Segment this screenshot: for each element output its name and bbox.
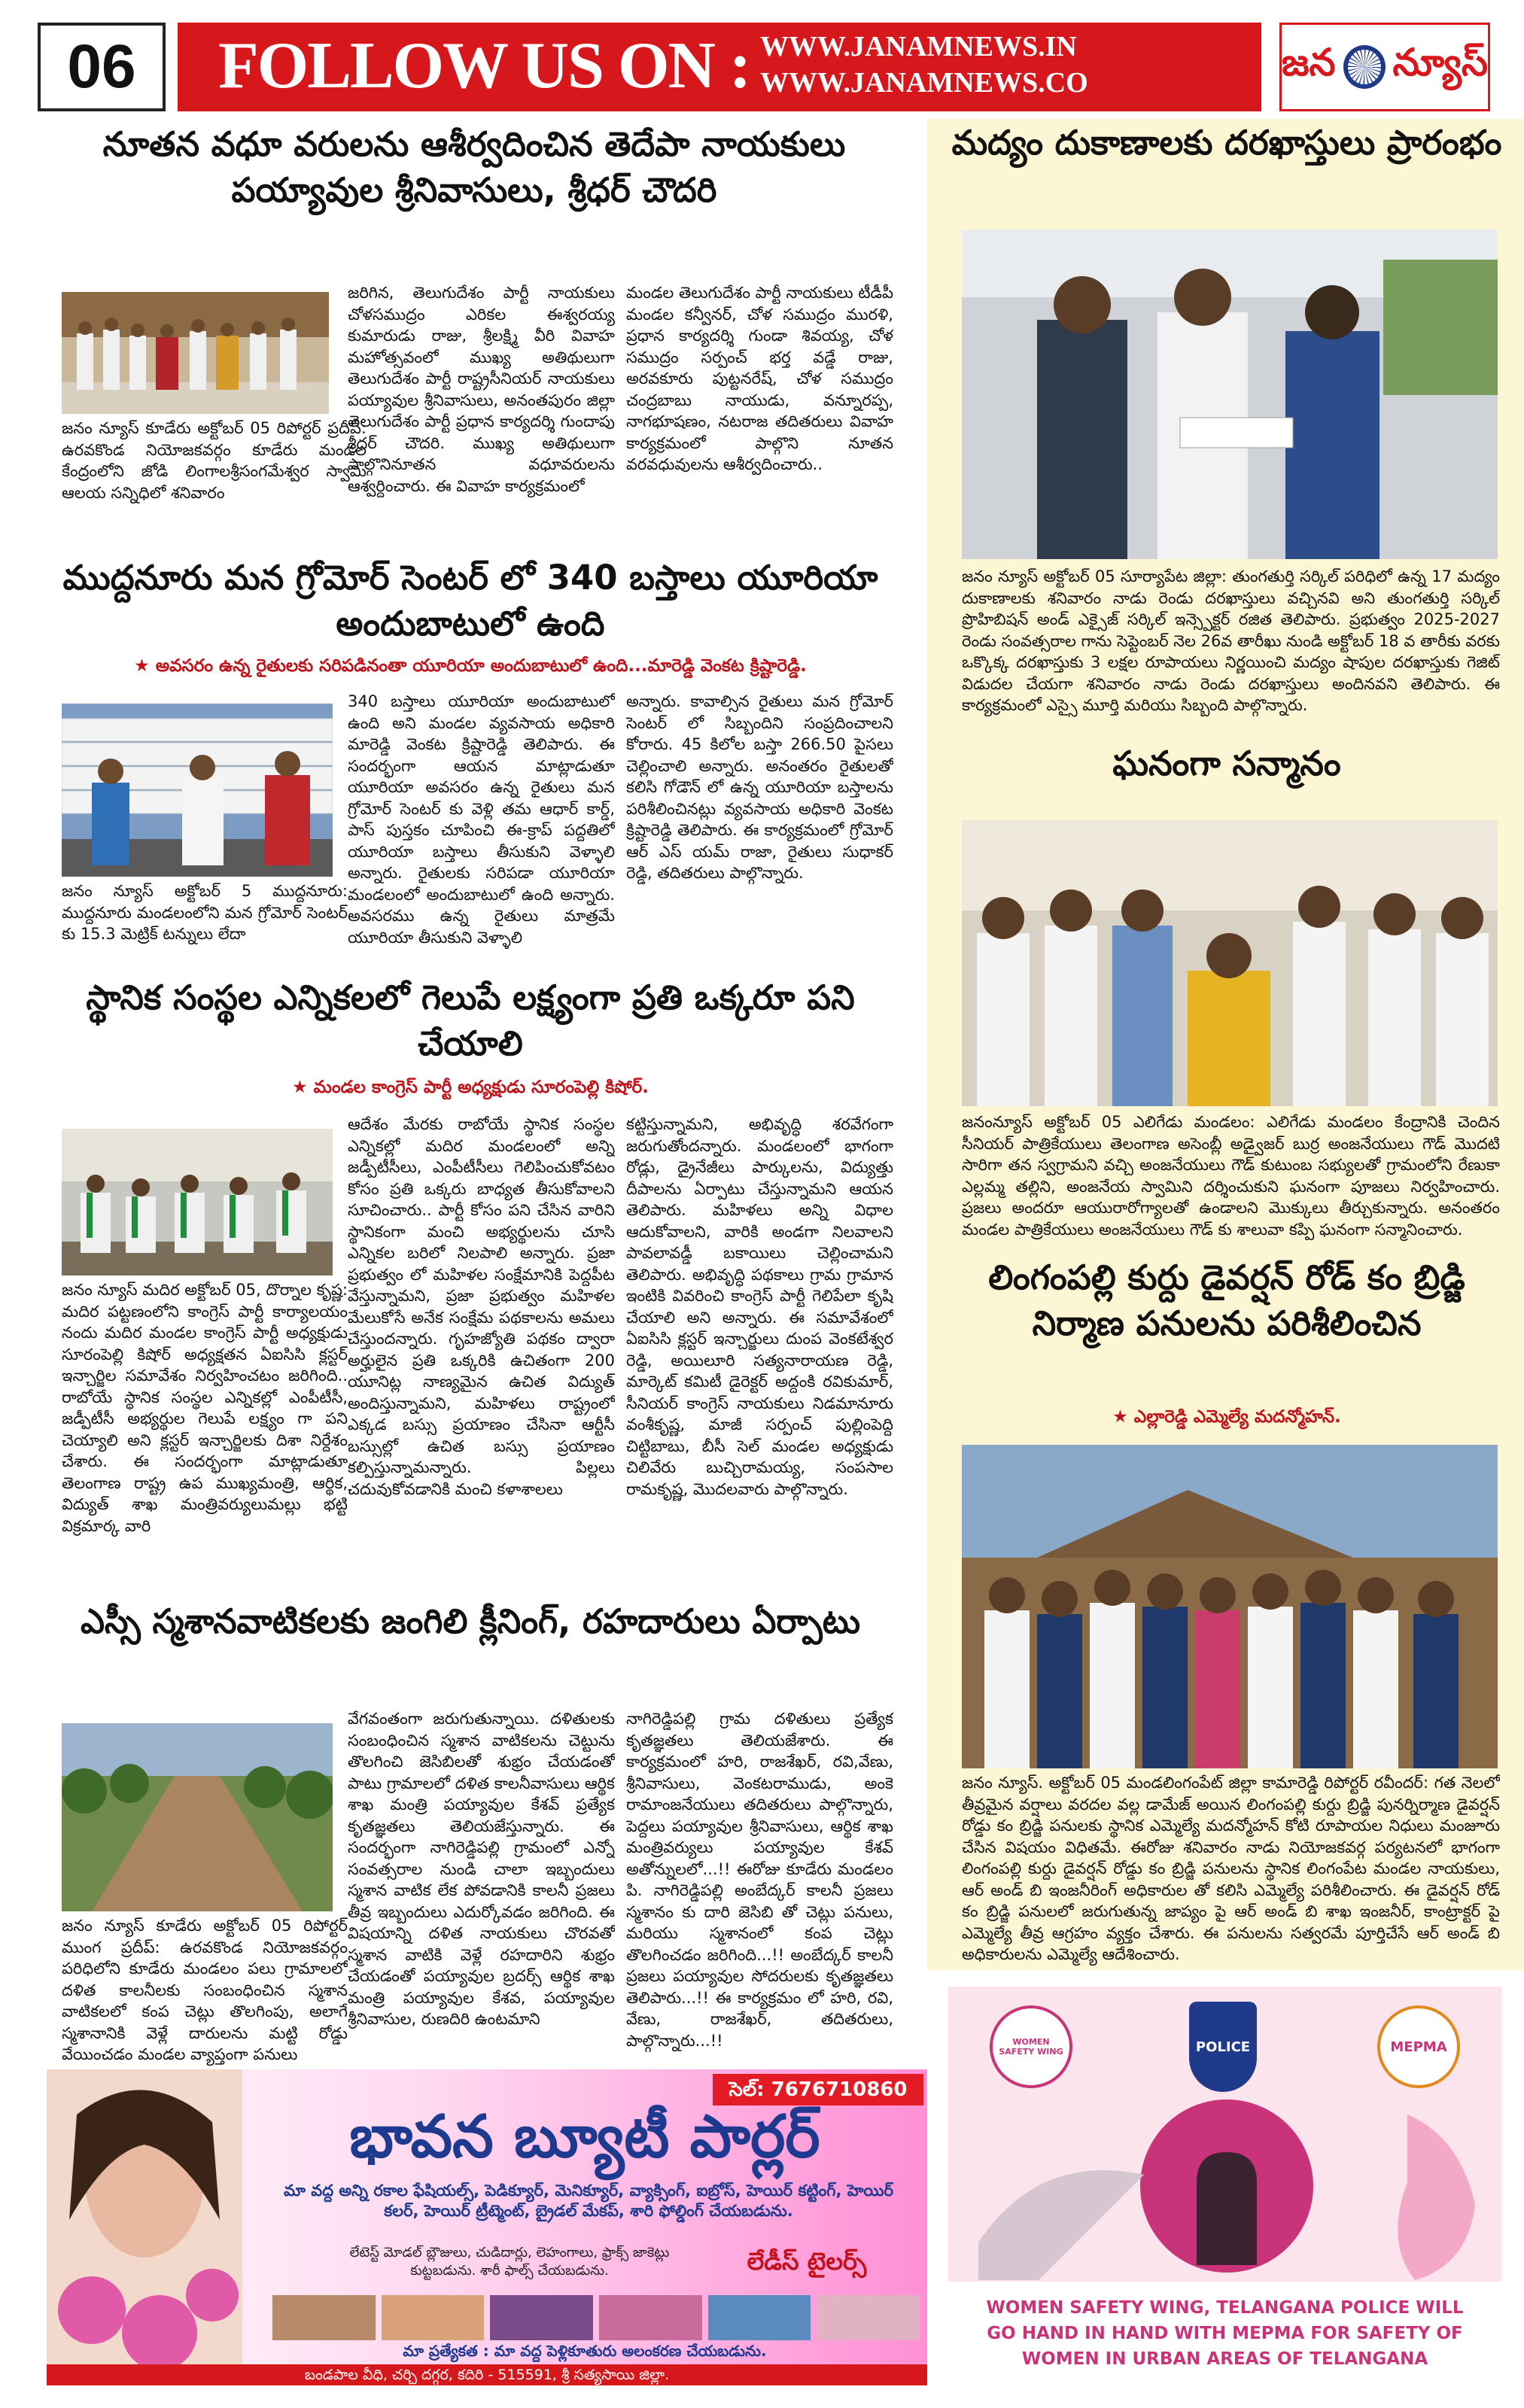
beauty-parlour-ad — [47, 2069, 927, 2385]
right-article1-text: జనం న్యూస్ అక్టోబర్ 05 సూర్యాపేట జిల్లా: తుంగతుర్తి సర్కిల్ పరిధిలో ఉన్న 17 మద్యం దుకాణాలకు శనివారం నాడు రెండు దరఖాస్తులు వచ్చినవి అని తుంగతుర్తి సర్కిల్ ప్రొహిబిషన్ అండ్ ఎక్సైజ్ సర్కిల్ ఇన్స్పెక్టర్ రజిత తెలిపారు. ప్రభుత్వం 2025-2027 రెండు సంవత్సరాల గాను సెప్టెంబర్ నెల 26వ తారీఖు నుండి అక్టోబర్ 18 వ తారీకు వరకు ఒక్కొక్క దరఖాస్తుకు 3 లక్షల రూపాయలు నిర్ణయించి మద్యం షాపుల దరఖాస్తుకు గెజిట్ విడుదల చేయగా శనివారం నాడు రెండు దరఖాస్తులు అందినవని తెలిపారు. ఈ కార్యక్రమంలో ఎస్సై మూర్తి మరియు సిబ్బంది పాల్గొన్నారు. — [962, 567, 1500, 714]
article2-photo — [62, 704, 333, 877]
model-photo — [47, 2069, 242, 2385]
janam-news-logo — [1279, 23, 1490, 111]
article1-lead-text: జనం న్యూస్ కూడేరు అక్టోబర్ 05 రిపోర్టర్ ప్రదీప్: ఉరవకొండ నియోజకవర్గం కూడేరు మండల కేంద్రంలోని జోడి లింగాలశ్రీసంగమేశ్వర స్వామి ఆలయ సన్నిధిలో శనివారం — [62, 419, 367, 502]
ad-special: మా ప్రత్యేకత : మా వద్ద పెళ్లికూతురు అలంకరణ చేయబడును. — [403, 2342, 767, 2360]
article3-subheadline: ★ మండల కాంగ్రెస్ పార్టీ అధ్యక్షుడు సూరంపెల్లి కిషోర్. — [291, 1078, 649, 1097]
mepma-badge-text: MEPMA — [1390, 2039, 1447, 2055]
right-article3-photo — [962, 1445, 1498, 1768]
article2-column2: 340 బస్తాలు యూరియా అందుబాటులో ఉంది అని మండల వ్యవసాయ అధికారి మారెడ్డి వెంకట క్రిష్టారెడ్డి తెలిపారు. ఈ సందర్భంగా ఆయన మాట్లాడుతూ యూరియా అవసరం ఉన్న రైతులు మన గ్రోమోర్ సెంటర్ కు వెళ్లి తమ ఆధార్ కార్డ్, పాస్ పుస్తకం చూపించి ఈ-క్రాప్ పద్దతిలో యూరియా బస్తాలు తీసుకుని వెళ్ళాలి అన్నారు. రైతులకు సరిపడా యూరియా మండలంలో అందుబాటులో ఉంది అన్నారు. అవసరము ఉన్న రైతులు మాత్రమే యూరియా తీసుకుని వెళ్ళాలి — [348, 692, 615, 947]
article1-column2: జరిగిన, తెలుగుదేశం పార్టీ నాయకులు చోళసముద్రం ఎరికల ఈశ్వరయ్య కుమారుడు రాజు, శ్రీలక్ష్మి వీరి వివాహ మహోత్సవంలో ముఖ్య అతిథులుగా తెలుగుదేశం పార్టీ రాష్ట్రసీనియర్ నాయకులు పయ్యావుల శ్రీనివాసులు, అనంతపురం జిల్లా తెలుగుదేశం పార్టీ ప్రధాన కార్యదర్శి గుందాపు శ్రీధర్ చౌదరి. ముఖ్య అతిథులుగా పాల్గొనినూతన వధూవరులను ఆశ్వర్దించారు. ఈ వివాహ కార్యక్రమంలో — [348, 284, 615, 495]
right-article1-headline: మద్యం దుకాణాలకు దరఖాస్తులు ప్రారంభం — [951, 123, 1502, 163]
ad-services: మా వద్ద అన్ని రకాల ఫేషియల్స్, పెడిక్యూర్, మెనిక్యూర్, వ్యాక్సింగ్, ఐబ్రోస్, హెయిర్ కట్టింగ్, హెయిర్ కలర్, హెయిర్ ట్రీట్మెంట్, బ్రైడల్ మేకప్, శారి ఫోల్డింగ్ చేయబడును. — [284, 2181, 893, 2220]
logo-text-right: న్యూస్ — [1392, 40, 1488, 84]
article2-subheadline: ★ అవసరం ఉన్న రైతులకు సరిపడినంతా యూరియా అందుబాటులో ఉంది...మారెడ్డి వెంకట క్రిష్టారెడ్డి. — [134, 656, 807, 676]
article4-photo — [62, 1723, 333, 1911]
right-article2-text: జనంన్యూస్ అక్టోబర్ 05 ఎలిగేడు మండలం: ఎలిగేడు మండలం కేంద్రానికి చెందిన సీనియర్ పాత్రికేయులు తెలంగాణ అసెంబ్లీ అడ్వైజర్ బుర్ర అంజనేయులు గౌడ్ మొదటి సారిగా తన స్వగ్రామని వచ్చి అంజనేయులు గౌడ్ కుటుంబ సభ్యులతో గ్రామంలోని రేణుకా ఎల్లమ్మ తల్లిని, అంజనేయ స్వామిని దర్శించుకుని ఘనంగా పూజలు నిర్వహించారు. ప్రజలు అందరూ ఆయురారోగ్యాలతో ఉండాలని మొక్కులు తీర్చుకున్నారు. అనంతరం మండల పాత్రికేయులు అంజనేయులు గౌడ్ కు శాలువా కప్పి ఘనంగా సన్మానించారు. — [962, 1113, 1500, 1239]
women-safety-message: WOMEN SAFETY WING, TELANGANA POLICE WILL GO HAND IN HAND WITH MEPMA FOR SAFETY OF WOMEN IN URBAN AREAS OF TELANGANA — [948, 2282, 1501, 2385]
right-article1-photo — [962, 230, 1498, 559]
right-article2-photo — [962, 820, 1498, 1106]
women-safety-ad — [948, 1987, 1501, 2385]
ad-tailor-description: లేటెస్ట్ మోడల్ బ్లౌజులు, చుడిదార్లు, లెహంగాలు, ఫ్రాక్స్ జాకెట్లు కుట్టబడును. శారీ ఫాల్స్ చేయబడును. — [349, 2245, 670, 2279]
article4-column3: నాగిరెడ్డిపల్లి గ్రామ దళితులు ప్రత్యేక కృతజ్ఞతలు తెలియజేశారు. ఈ కార్యక్రమంలో హరి, రాజశేఖర్, రవి,వేణు, శ్రీనివాసులు, వెంకటరాముడు, అంకె రామాంజనేయులు తదితరులు పాల్గొన్నారు, పెద్దలు పయ్యావుల శ్రీనివాసులు, ఆర్థిక శాఖ మంత్రివర్యులు పయ్యావుల కేశవ్ అతోన్నులలో...!! ఈరోజు కూడేరు మండలం పి. నాగిరెడ్డిపల్లి అంబేద్కర్ కాలనీ ప్రజలు స్మశానం కు దారి జెసిబి తో చెట్లు పనులు, మరియు స్మశానంలో కంప చెట్లు తొలగించడం జరిగింది...!! అంబేద్కర్ కాలనీ ప్రజలు పయ్యావుల సోదరులకు కృతజ్ఞతలు తెలిపారు...!! ఈ కార్యక్రమం లో హరి, రవి, వేణు, రాజశేఖర్, తదితరులు, పాల్గొన్నారు...!! — [626, 1710, 893, 2050]
article2-lead-text: జనం న్యూస్ అక్టోబర్ 5 ముద్దనూరు: ముద్దనూరు మండలంలోని మన గ్రోమోర్ సెంటర్ కు 15.3 మెట్రిక్ టన్నులు లేదా — [62, 882, 348, 943]
ad-address: బండపాల వీధి, చర్చి దగ్గర, కదిరి - 515591, శ్రీ సత్యసాయి జిల్లా. — [47, 2364, 927, 2385]
website-link-in[interactable]: WWW.JANAMNEWS.IN — [760, 31, 1077, 62]
ad-service-photos — [272, 2295, 920, 2340]
website-links — [760, 29, 1257, 104]
right-article3-text: జనం న్యూస్. అక్టోబర్ 05 మండలింగంపేట్ జిల్లా కామారెడ్డి రిపోర్టర్ రవీందర్: గత నెలలో తీవ్రమైన వర్షాలు వరదల వల్ల డామేజ్ అయిన లింగంపల్లి కుర్దు బ్రిడ్జి పునర్నిర్మాణ డైవర్షన్ రోడ్డు కం బ్రిడ్జి పనులకు స్థానిక ఎమ్మెల్యే మదన్మోహన్ కోటి రూపాయల నిధులు మంజూరు చేసిన విషయం విధితమే. ఈరోజు శనివారం నాడు నియోజకవర్గ పర్యటనలో భాగంగా లింగంపల్లి కుర్దు డైవర్షన్ రోడ్డు కం బ్రిడ్జి పనులను స్థానిక లింగంపేట మండల నాయకులు, ఆర్ అండ్ బి ఇంజనీరింగ్ అధికారుల తో కలిసి ఎమ్మెల్యే పరిశీలించారు. ఈ డైవర్షన్ రోడ్ కం బ్రిడ్జి పనులలో జరుగుతున్న జాప్యం పై ఆర్ అండ్ బి శాఖ ఇంజనీర్, కాంట్రాక్టర్ పై ఎమ్మెల్యే తీవ్ర ఆగ్రహం వ్యక్తం చేశారు. ఈ పనులను సత్వరమే పూర్తిచేసే ఆర్ అండ్ బి అధికారులను ఎమ్మెల్యే ఆదేశించారు. — [962, 1774, 1500, 1963]
article3-photo — [62, 1129, 333, 1275]
article4-lead-text: జనం న్యూస్ కూడేరు అక్టోబర్ 05 రిపోర్టర్ ముంగ ప్రదీప్: ఉరవకొండ నియోజకవర్గం పరిధిలోని కూడేరు మండలం పలు గ్రామాలలో దళిత కాలనీలకు సంబంధించిన స్మశాన వాటికలలో కంప చెట్లు తొలగింపు, అలాగే స్మశానానికి వెళ్లే దారులను మట్టి రోడ్డు వేయించడం మండల వ్యాప్తంగా పనులు — [62, 1917, 348, 2063]
ad-parlour-name: భావన బ్యూటీ పార్లర్ — [349, 2103, 820, 2171]
logo-text-left: జన — [1282, 40, 1336, 84]
article3-column3: కట్టిస్తున్నామని, అభివృద్ధి శరవేగంగా జరుగుతోందన్నారు. మండలంలో భాగంగా రోడ్లు, డ్రైనేజీలు పార్కులను, విద్యుత్తు దీపాలను ఏర్పాటు చేస్తున్నామని ఆయన తెలిపారు. మహిళలు అన్ని విధాల ఆదుకోవాలని, వారికి అండగా నిలవాలని పావలావడ్డీ బకాయిలు చెల్లించామని తెలిపారు. అభివృద్ధి పథకాలు గ్రామ గ్రామాన ఇంటికి వివరించి కాంగ్రెస్ పార్టీ గెలిపేలా కృషి చేయాలి అని అన్నారు. ఈ సమావేశంలో ఏఐసిసి క్లస్టర్ ఇన్చార్జులు దుంప వెంకటేశ్వర రెడ్డి, అయిలూరి సత్యనారాయణ రెడ్డి, మార్కెట్ కమిటీ డైరెక్టర్ అద్దంకి రవికుమార్, సీనియర్ కాంగ్రెస్ నాయకులు నిడమానూరు వంశీకృష్ణ, మాజీ సర్పంచ్ పుల్లింపెద్ది చిట్టిబాబు, బీసీ సెల్ మండల అధ్యక్షుడు చిలివేరు బుచ్చిరామయ్య, సంపసాల రామకృష్ణ, మొదలవారు పాల్గొన్నారు. — [626, 1115, 893, 1498]
right-article3-headline: లింగంపల్లి కుర్దు డైవర్షన్ రోడ్ కం బ్రిడ్జి నిర్మాణ పనులను పరిశీలించిన — [988, 1257, 1465, 1343]
women-safety-wing-badge — [990, 2005, 1072, 2088]
police-badge-text: POLICE — [1195, 2039, 1251, 2055]
ad-tailors-heading: లేడీస్ టైలర్స్ — [747, 2247, 867, 2276]
article3-lead-text: జనం న్యూస్ మదిర అక్టోబర్ 05, దొర్నాల కృష్ణ: మదిర పట్టణంలోని కాంగ్రెస్ పార్టీ కార్యాలయం నందు మదిర మండల కాంగ్రెస్ పార్టీ అధ్యక్షుడు సూరంపెల్లి కిషోర్ అధ్యక్షతన ఏఐసిసి క్లస్టర్ ఇన్చార్జిల సమావేశం నిర్వహించటం జరిగింది.. రాబోయే స్థానిక సంస్థల ఎన్నికల్లో ఎంపీటీసీ, జడ్పీటీసీ అభ్యర్థుల గెలుపే లక్ష్యం గా పని చెయ్యాలి అని క్లస్టర్ ఇన్చార్జిలకు దిశా నిర్దేశం చేశారు. ఈ సందర్భంగా మాట్లాడుతూ తెలంగాణ రాష్ట్ర ఉప ముఖ్యమంత్రి, ఆర్థిక, విద్యుత్ శాఖ మంత్రివర్యులుమల్లు భట్టి విక్రమార్క వారి — [62, 1281, 348, 1535]
right-article3-subheadline: ★ ఎల్లారెడ్డి ఎమ్మెల్యే మదన్మోహన్. — [1112, 1407, 1341, 1427]
raised-fist-illustration — [948, 2092, 1501, 2280]
ad-phone: సెల్: 7676710860 — [713, 2074, 923, 2105]
follow-text: FOLLOW US ON : — [218, 29, 750, 102]
article4-column2: వేగవంతంగా జరుగుతున్నాయి. దళితులకు సంబంధించిన స్మశాన వాటికలను చెట్టును తొలగించి జెసిబిలతో శుభ్రం చేయడంతో పాటు గ్రామాలలో దళిత కాలనీవాసులు ఆర్థిక శాఖ మంత్రి పయ్యావుల కేశవ్ ప్రత్యేక కృతజ్ఞతలు తెలియజేస్తున్నారు. ఈ సందర్భంగా నాగిరెడ్డిపల్లి గ్రామంలో ఎన్నో సంవత్సరాల నుండి చాలా ఇబ్బందులు స్మశాన వాటిక లేక పోవడానికి కాలనీ ప్రజలు తీవ్ర ఇబ్బందులు ఎదుర్కోవడం జరిగింది. ఈ విషయాన్ని దళిత నాయకులు చొరవతో స్మశాన వాటికి వెళ్లే రహదారిని శుభ్రం చేయడంతో పయ్యావుల బ్రదర్స్ ఆర్థిక శాఖ మంత్రి పయ్యావుల కేశవ, పయ్యావుల శ్రీనివాసుల, రుణదిరి ఉంటమాని — [348, 1710, 615, 2028]
article1-photo — [62, 292, 329, 414]
ashoka-chakra-icon — [1343, 45, 1386, 89]
website-link-co[interactable]: WWW.JANAMNEWS.CO — [760, 67, 1088, 99]
mepma-badge — [1377, 2005, 1460, 2088]
article3-headline: స్థానిక సంస్థల ఎన్నికలలో గెలుపే లక్ష్యంగా ప్రతి ఒక్కరూ పని చేయాలి — [86, 977, 855, 1063]
police-badge — [1189, 2002, 1257, 2092]
right-article2-headline: ఘనంగా సన్మానం — [1112, 743, 1341, 783]
article1-headline: నూతన వధూ వరులను ఆశీర్వదించిన తెదేపా నాయకులు పయ్యావుల శ్రీనివాసులు, శ్రీధర్ చౌదరి — [102, 124, 846, 210]
article2-headline: ముద్దనూరు మన గ్రోమోర్ సెంటర్ లో 340 బస్తాలు యూరియా అందుబాటులో ఉంది — [62, 558, 878, 643]
article2-column3: అన్నారు. కావాల్సిన రైతులు మన గ్రోమోర్ సెంటర్ లో సిబ్బందిని సంప్రదించాలని కోరారు. 45 కిలోల బస్తా 266.50 పైసలు చెల్లించాలి అన్నారు. అనంతరం రైతులతో కలిసి గోడౌన్ లో ఉన్న యూరియా బస్తాలను పరిశీలించినట్లు వ్యవసాయ అధికారి వెంకట క్రిష్టారెడ్డి తెలిపారు. ఈ కార్యక్రమంలో గ్రోమోర్ ఆర్ ఎస్ యమ్ రాజా, రైతులు సుధాకర్ రెడ్డి, తదితరులు పాల్గొన్నారు. — [626, 692, 893, 882]
article1-column3: మండల తెలుగుదేశం పార్టీ నాయకులు టీడీపీ మండల కన్వీనర్, చోళ సముద్రం మురళి, ప్రధాన కార్యదర్శి గుండా శివయ్య, చోళ సముద్రం సర్పంచ్ భర్త వడ్డే రాజు, అరవకూరు పుట్టనరేష్, చోళ సముద్రం చంద్రబాబు నాయుడు, వన్నూరప్ప, నాగభూషణం, నటరాజ తదితరులు వివాహ కార్యక్రమంలో పాల్గొని నూతన వరవధువులను ఆశీర్వదించారు.. — [626, 284, 893, 473]
article4-headline: ఎస్సీ స్మశానవాటికలకు జంగిలి క్లీనింగ్, రహదారులు ఏర్పాటు — [80, 1601, 861, 1641]
article3-column2: ఆదేశం మేరకు రాబోయే స్థానిక సంస్థల ఎన్నికల్లో మదిర మండలంలో అన్ని జడ్పీటీసీలు, ఎంపీటీసీలు గెలిపించుకోవటం కోసం ప్రతి ఒక్కరు బాధ్యత తీసుకోవాలని సూచించారు.. పార్టీ కోసం పని చేసిన వారిని స్థానికంగా మంచి అభ్యర్థులను చూసి ఎన్నికల బరిలో నిలపాలి అన్నారు. ప్రజా ప్రభుత్వం లో మహిళల సంక్షేమానికి పెద్దపీట వేస్తున్నామని, ప్రజా ప్రభుత్వం మహిళల మేలుకోసే అనేక సంక్షేమ పథకాలను అమలు చేస్తుందన్నారు. గృహజ్యోతి పథకం ద్వారా అర్హులైన ప్రతి ఒక్కరికి ఉచితంగా 200 యూనిట్ల నాణ్యమైన ఉచిత విద్యుత్ అందిస్తున్నామని, మహిళలు రాష్ట్రంలో ఎక్కడ బస్సు ప్రయాణం చేసినా ఆర్టీసీ బస్సుల్లో ఉచిత బస్సు ప్రయాణం కల్పిస్తున్నామన్నారు. పిల్లలు చదువుకోవడానికి మంచి కళాశాలలు — [348, 1115, 615, 1498]
women-safety-badge-text: WOMEN SAFETY WING — [999, 2037, 1063, 2057]
page-number: 06 — [38, 23, 166, 111]
